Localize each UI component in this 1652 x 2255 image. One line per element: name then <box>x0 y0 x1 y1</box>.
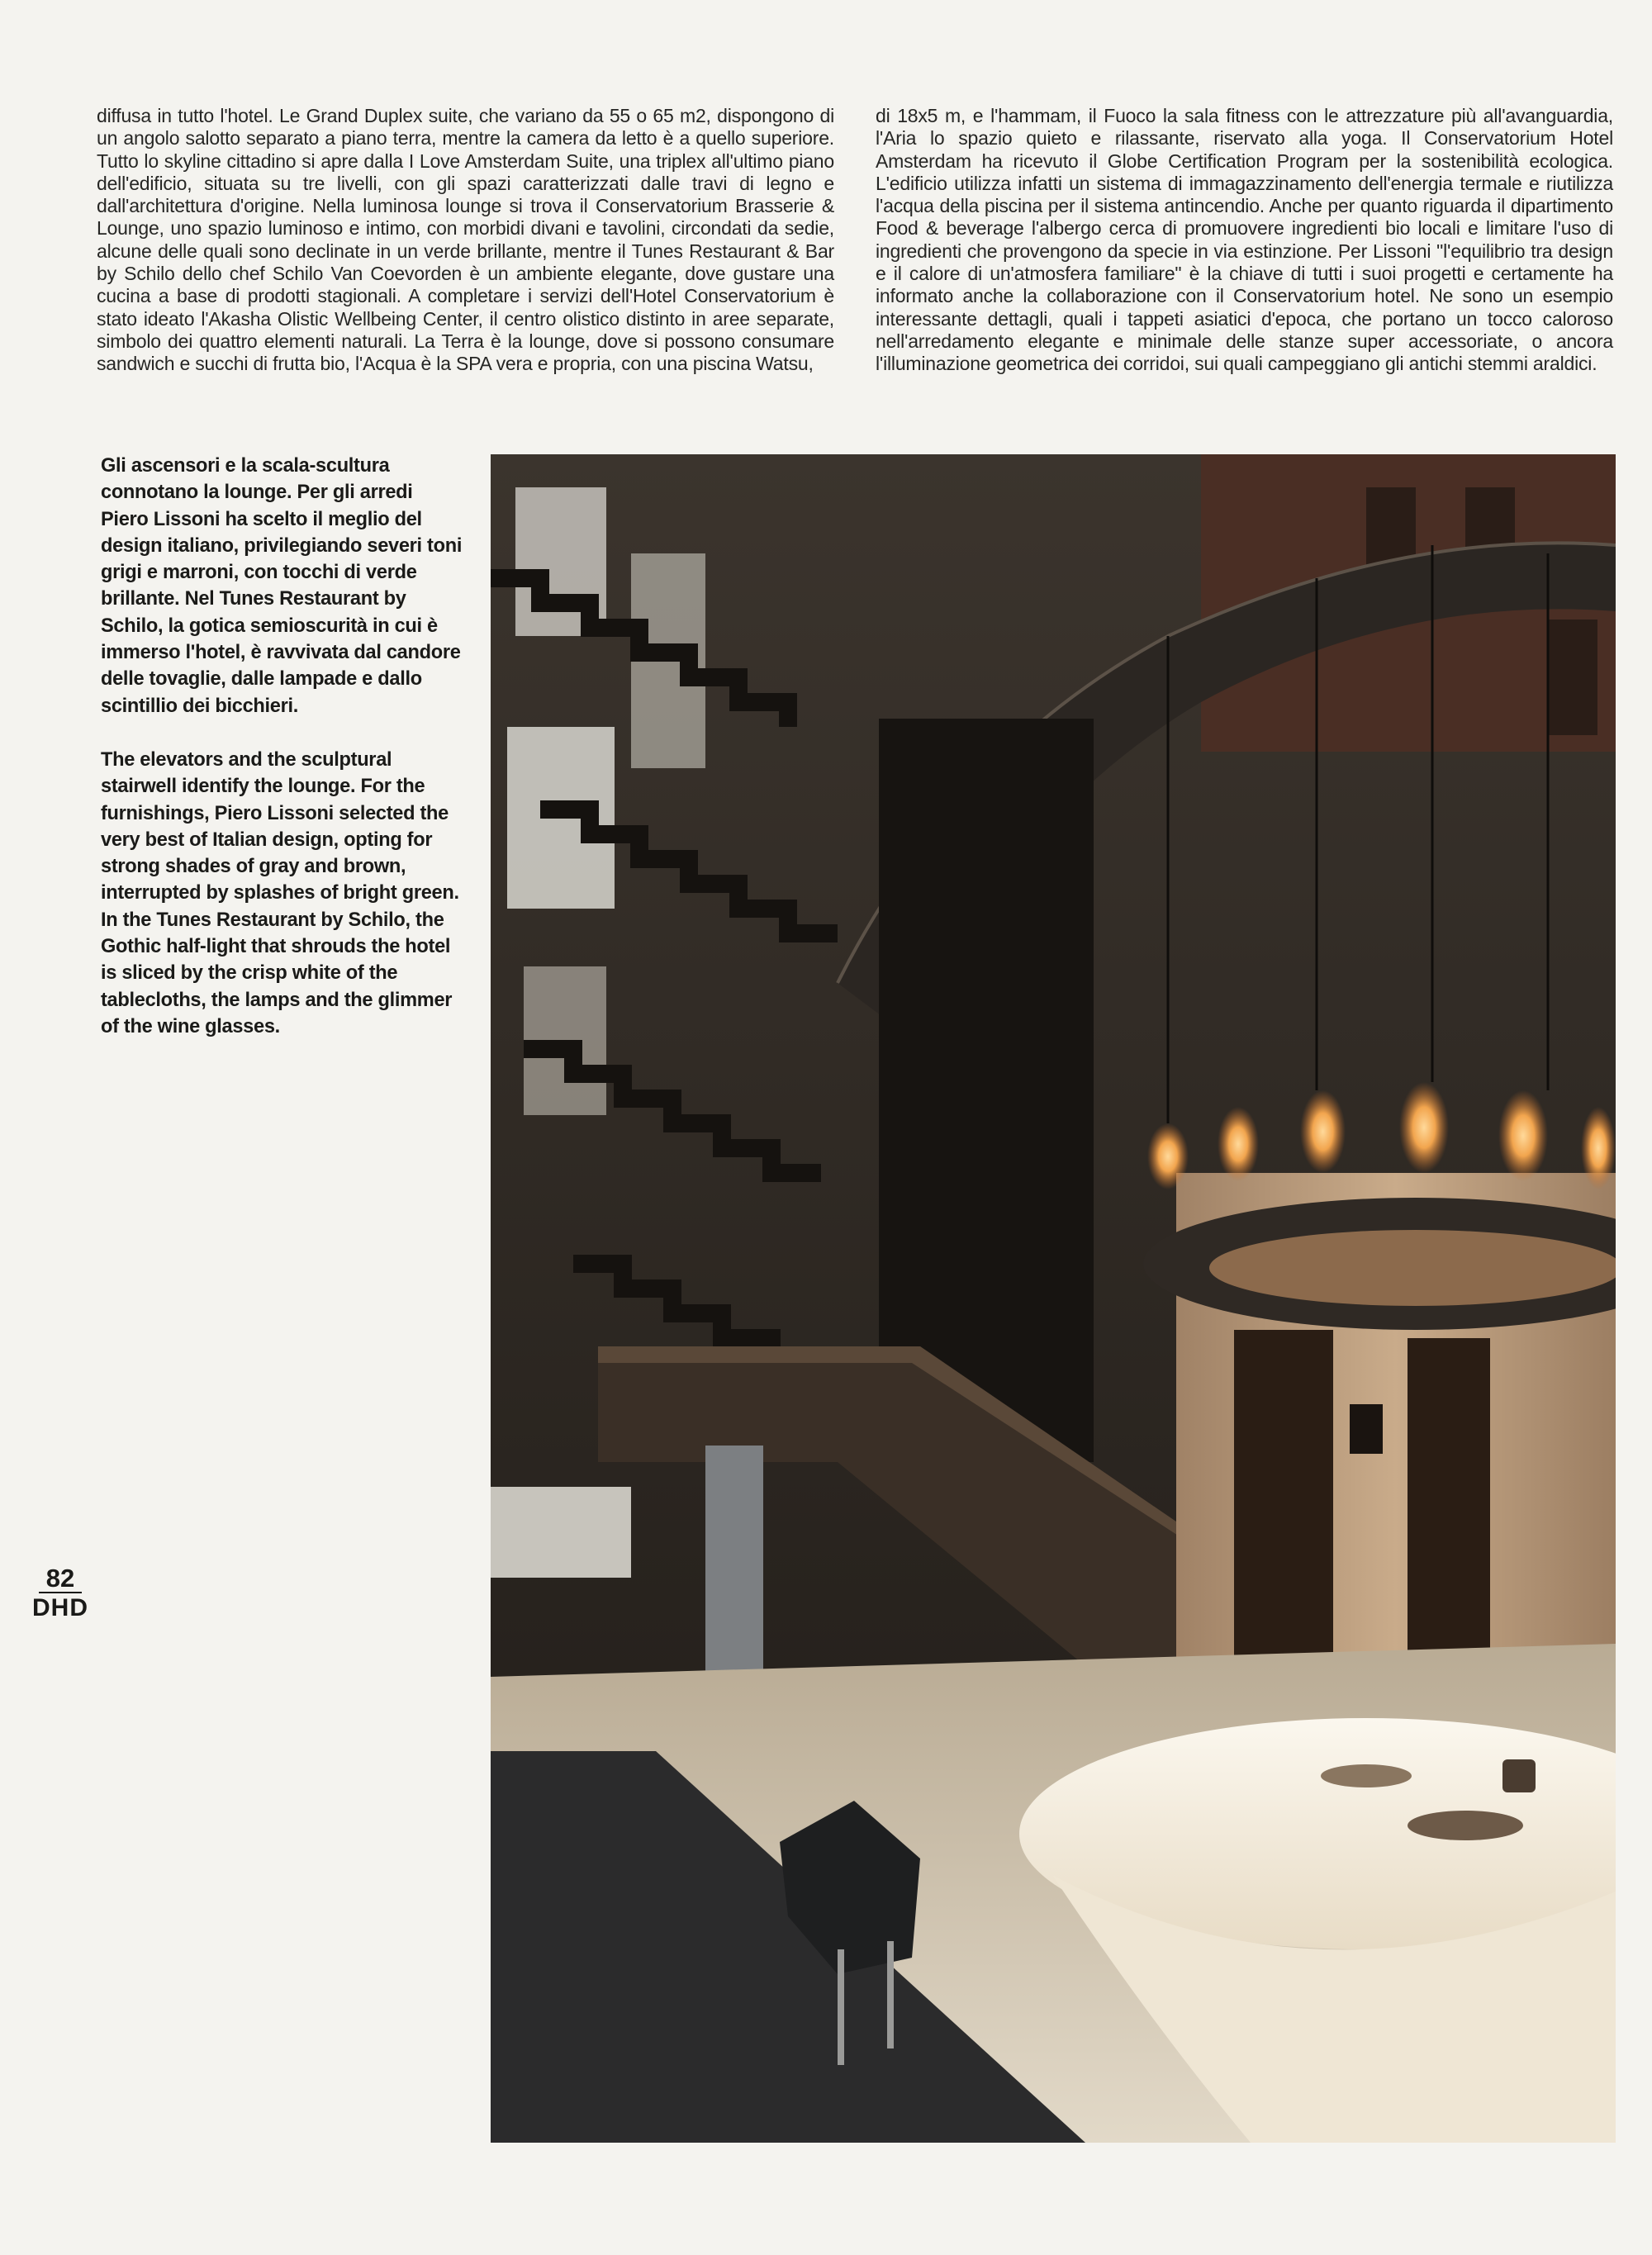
window-light <box>491 1487 631 1578</box>
page-number: 82 <box>39 1565 82 1593</box>
small-vessel <box>1502 1759 1536 1792</box>
ring-chandelier-inner <box>1209 1230 1616 1306</box>
facade-window <box>1548 620 1597 735</box>
elevator-door-left <box>1234 1330 1333 1693</box>
photo-caption-english: The elevators and the sculptural stairwell identify the lounge. For the furnishings, Piero Lissoni selected the very best of Italian design, opting for strong shades of gray and brown, interrupted by splashes of bright green. In the Tunes Restaurant by Schilo, the Gothic half-light that shrouds the hotel is sliced by the crisp white of the tablecloths, the lamps and the glimmer of the wine glasses. <box>101 749 459 1037</box>
photo-caption-italian: Gli ascensori e la scala-scultura connotano la lounge. Per gli arredi Piero Lissoni ha scelto il meglio del design italiano, privilegiando severi toni grigi e marroni, con tocchi di verde brillante. Nel Tunes Restaurant by Schilo, la gotica semioscurità in cui è immerso l'hotel, è ravvivata dal candore delle tovaglie, dalle lampade e dallo scintillio dei bicchieri. <box>101 455 463 717</box>
article-column-left: diffusa in tutto l'hotel. Le Grand Duplex suite, che variano da 55 o 65 m2, dispongono di un angolo salotto separato a piano terra, mentre la camera da letto è a quello superiore. Tutto lo skyline cittadino si apre dalla I Love Amsterdam Suite, una triplex all'ultimo piano dell'edificio, situata su tre livelli, con gli spazi caratterizzati dalle travi di legno e dall'architettura d'origine. Nella luminosa lounge si trova il Conservatorium Brasserie & Lounge, uno spazio luminoso e intimo, con morbidi divani e tavolini, circondati da sedie, alcune delle quali sono declinate in un verde brillante, mentre il Tunes Restaurant & Bar by Schilo dello chef Schilo Van Coevorden è un ambiente elegante, dove gustare una cucina a base di prodotti stagionali. A completare i servizi dell'Hotel Conservatorium è stato ideato l'Akasha Olistic Wellbeing Center, il centro olistico distinto in aree separate, simbolo dei quattro elementi naturali. La Terra è la lounge, dove si possono consumare sandwich e succhi di frutta bio, l'Acqua è la SPA vera e propria, con una piscina Watsu, <box>97 105 834 375</box>
magazine-logo: DHD <box>32 1594 88 1621</box>
page-folio <box>23 1565 97 1621</box>
elevator-panel <box>1350 1404 1383 1454</box>
lounge-photo <box>491 454 1616 2143</box>
elevator-door-right <box>1408 1338 1490 1693</box>
article-column-right: di 18x5 m, e l'hammam, il Fuoco la sala fitness con le attrezzature più all'avanguardia, l'Aria lo spazio quieto e rilassante, riservato alla yoga. Il Conservatorium Hotel Amsterdam ha ricevuto il Globe Certification Program per la sostenibilità ecologica. L'edificio utilizza infatti un sistema di immagazzinamento dell'energia termale e riutilizza l'acqua della piscina per il sistema antincendio. Anche per quanto riguarda il dipartimento Food & beverage l'albergo cerca di promuovere ingredienti bio locali e limitare l'uso di ingredienti che provengono da specie in via estinzione. Per Lissoni "l'equilibrio tra design e il calore di un'atmosfera familiare" è la chiave di tutti i suoi progetti e certamente ha informato anche la collaborazione con il Conservatorium hotel. Ne sono un esempio interessante dettagli, quali i tappeti asiatici d'epoca, che portano un tocco caloroso nell'arredamento elegante e minimale delle stanze super accessoriate, o ancora l'illuminazione geometrica dei corridoi, sui quali campeggiano gli antichi stemmi araldici. <box>876 105 1613 375</box>
bowl <box>1321 1764 1412 1787</box>
plate <box>1408 1811 1523 1840</box>
